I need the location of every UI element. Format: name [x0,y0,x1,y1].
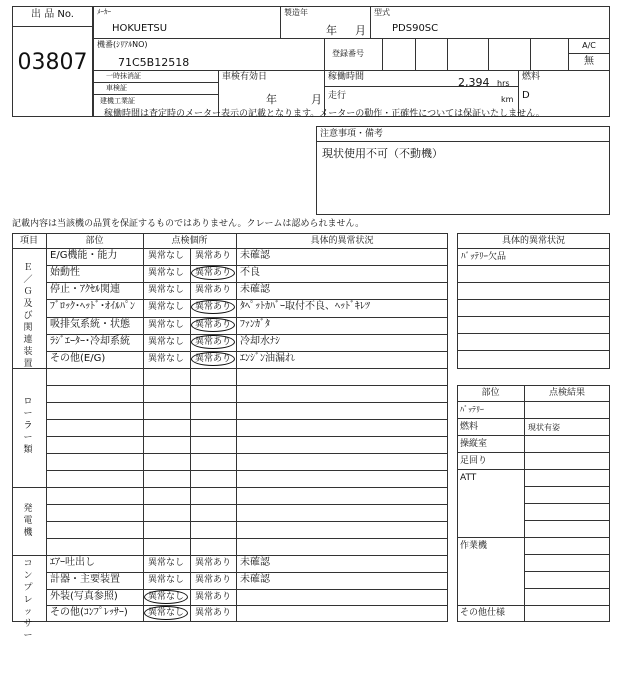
result-other: その他仕様 [460,608,506,618]
row-part: 始動性 [50,267,80,279]
model-value: PDS90SC [392,23,439,34]
valid-month-unit: 月 [311,93,322,106]
maker-label: ﾒｰｶｰ [97,8,111,16]
temp-reg-label: 一時抹消証 [106,72,141,80]
result-fuel-value: 現状有姿 [528,423,560,432]
hours-unit: hrs [497,79,510,88]
disclaimer: 記載内容は当該機の品質を保証するものではありません。クレームは認められません。 [12,219,365,229]
month-unit: 月 [355,24,366,37]
inspection-label: 車検証 [106,84,127,92]
row-part: 吸排気系統・状態 [50,318,130,330]
km-unit: km [501,95,514,104]
status-ok: 異常なし [148,608,185,619]
status-ng: 異常あり [195,302,232,313]
status-ng: 異常あり [195,268,232,279]
reg-label: 登録番号 [332,49,364,58]
ac-label: A/C [582,41,596,50]
result-fuel: 燃料 [460,422,479,432]
status-ng: 異常あり [195,558,232,568]
hours-label: 稼働時間 [328,72,365,82]
inspection-valid-label: 車検有効日 [222,72,268,82]
header-item: 項目 [19,236,38,246]
result-result-header: 点検結果 [548,388,585,398]
status-circle [191,318,235,332]
status-ok: 異常なし [148,353,185,364]
status-ok: 異常なし [148,319,185,330]
row-detail: 冷却水ﾅｼ [240,335,280,347]
year-label: 製造年 [284,8,308,17]
remarks-text: 現状使用不可（不動機） [322,147,443,160]
row-part: 停止・ｱｸｾﾙ関連 [50,284,120,296]
status-ng: 異常あり [195,353,232,364]
remarks-box [316,126,610,215]
serial-value: 71C5B12518 [118,56,190,69]
header-detail: 具体的異常状況 [310,236,374,246]
row-detail: 未確認 [240,573,270,585]
row-part: E/G機能・能力 [50,250,118,261]
result-work: 作業機 [460,541,488,551]
status-ng: 異常あり [195,574,232,585]
year-unit: 年 [326,24,337,37]
hours-value: 2,394 [458,76,490,89]
model-label: 型式 [374,8,390,17]
row-detail: ﾀﾍﾟｯﾄｶﾊﾞｰ取付不良、ﾍｯﾄﾞｷﾚﾂ [240,301,370,313]
ac-value: 無 [584,56,594,67]
status-ok: 異常なし [148,268,185,279]
valid-year-unit: 年 [266,93,277,106]
status-ok: 異常なし [148,251,185,261]
remarks-label: 注意事項・備考 [320,129,384,139]
result-part-header: 部位 [481,388,500,398]
group-roller: ローラー類 [23,397,33,455]
result-cabin: 操縦室 [460,439,488,449]
row-part: 計器・主要装置 [50,573,120,585]
status-circle [191,352,235,366]
group-generator: 発電機 [23,504,33,538]
status-ok: 異常なし [148,558,185,568]
lot-number: 03807 [17,50,88,75]
status-ng: 異常あり [195,319,232,330]
row-detail: 未確認 [240,284,270,296]
group-compressor: コンプレッサー [23,559,33,641]
travel-label: 走行 [328,91,347,101]
status-ng: 異常あり [195,608,232,619]
status-circle [144,590,188,604]
fuel-label: 燃料 [522,72,541,82]
status-ok: 異常なし [148,574,185,585]
group-engine: Ｅ／Ｇ及び関連装置 [23,263,33,369]
row-part: 外装(写真参照) [50,590,118,602]
row-part: ﾌﾞﾛｯｸ･ﾍｯﾄﾞ･ｵｲﾙﾊﾟﾝ [50,301,135,313]
side-detail-first: ﾊﾞｯﾃﾘｰ欠品 [461,252,507,262]
lot-label: 出 品 No. [31,9,74,20]
serial-label: 機番(ｼﾘｱﾙNO) [97,40,148,49]
status-ng: 異常あり [195,336,232,347]
side-detail-header: 具体的異常状況 [501,236,565,246]
hours-note: 稼働時間は査定時のメーター表示の記載となります。メーターの動作・正確性については保証いたしません。 [104,109,545,119]
status-ng: 異常あり [195,251,232,261]
row-part: ﾗｼﾞｴｰﾀｰ･冷却系統 [50,335,130,347]
row-detail: 未確認 [240,250,270,261]
status-ok: 異常なし [148,336,185,347]
status-ok: 異常なし [148,591,185,602]
result-battery: ﾊﾞｯﾃﾘｰ [460,405,484,414]
usage-cert-label: 建機工業証 [100,97,135,105]
status-ok: 異常なし [148,302,185,313]
result-att: ATT [460,473,477,483]
row-detail: ｴﾝｼﾞﾝ油漏れ [240,352,295,364]
fuel-value: D [522,90,530,101]
row-part: その他(E/G) [50,352,106,364]
row-detail: 未確認 [240,557,270,568]
status-ok: 異常なし [148,285,185,296]
header-check: 点検個所 [171,236,208,246]
header-part: 部位 [85,236,104,246]
status-ng: 異常あり [195,591,232,602]
row-part: その他(ｺﾝﾌﾟﾚｯｻｰ) [50,607,128,619]
row-part: ｴｱｰ吐出し [50,557,95,568]
status-circle [191,335,235,349]
row-detail: ﾌｧﾝｶﾞﾀ [240,318,270,330]
status-ng: 異常あり [195,285,232,296]
row-detail: 不良 [240,267,260,279]
maker-value: HOKUETSU [112,23,168,34]
result-under: 足回り [460,456,488,466]
